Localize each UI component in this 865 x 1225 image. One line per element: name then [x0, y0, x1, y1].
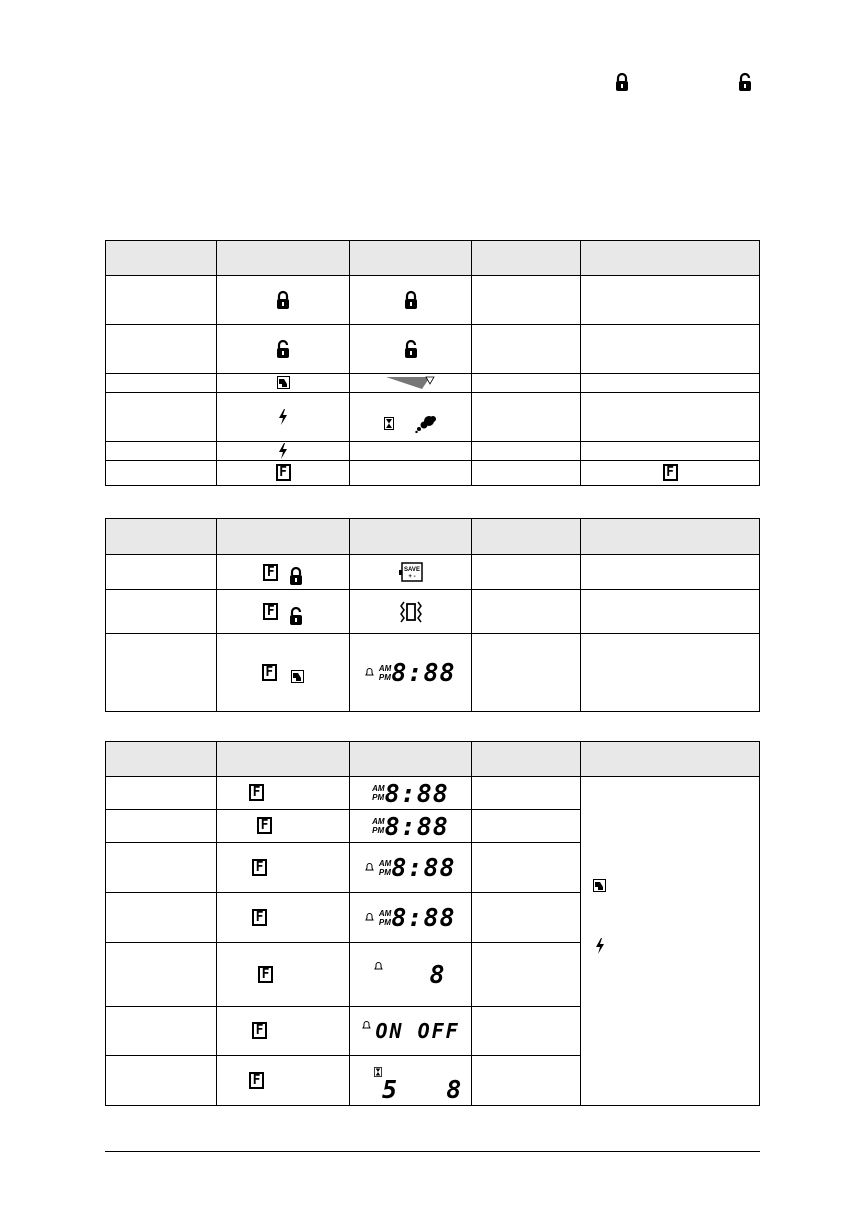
table-row: [106, 442, 760, 461]
am-pm-indicator: AM PM: [372, 784, 385, 802]
function-button-icon: F: [258, 966, 273, 983]
lock-icon: [276, 290, 290, 310]
unlock-icon: [289, 606, 303, 626]
table-row: [106, 777, 760, 810]
table-header-row: [106, 742, 760, 777]
table-header-row: [106, 519, 760, 555]
table-row: [106, 393, 760, 442]
hourglass-icon: [384, 417, 394, 430]
bell-icon: [365, 913, 374, 922]
function-button-icon: F: [249, 784, 264, 801]
table-row: [106, 325, 760, 374]
table-header-row: [106, 241, 760, 276]
function-button-icon: F: [262, 664, 277, 681]
function-button-icon: F: [252, 859, 267, 876]
panic-icon: [278, 409, 288, 425]
unlock-icon: [404, 339, 418, 359]
trunk-open-icon: [386, 376, 436, 390]
table-row: [106, 374, 760, 393]
table-row: [106, 555, 760, 590]
function-button-icon: F: [263, 564, 278, 581]
am-pm-indicator: AM PM: [378, 858, 392, 877]
trunk-icon: [593, 879, 606, 892]
panic-icon: [595, 938, 605, 954]
am-pm-indicator: AM PM: [378, 663, 392, 682]
unlock-icon: [276, 339, 290, 359]
on-off-display: ON OFF: [375, 1019, 460, 1043]
function-button-icon: F: [663, 464, 678, 481]
bell-icon: [365, 863, 374, 872]
battery-save-icon: [399, 562, 423, 582]
timer-display: 5 8: [382, 1075, 463, 1104]
save-label: SAVE: [403, 567, 420, 573]
function-button-icon: F: [252, 1022, 267, 1039]
hourglass-icon: [374, 1067, 382, 1077]
trunk-icon: [277, 376, 290, 389]
button-function-table: [105, 240, 760, 486]
table-row: [106, 590, 760, 634]
clock-display: 8:88: [391, 658, 456, 687]
bell-icon: [362, 1021, 371, 1030]
bell-icon: [374, 962, 383, 971]
vibrate-icon: [396, 599, 426, 625]
lock-icon: [615, 72, 629, 97]
table-row: [106, 461, 760, 486]
lock-icon: [289, 566, 303, 586]
exhaust-smoke-icon: [415, 415, 437, 433]
function-button-icon: F: [263, 603, 278, 620]
single-digit-display: 8: [429, 960, 446, 989]
function-combo-table: [105, 518, 760, 712]
clock-display: 8:88: [384, 811, 449, 841]
unlock-icon: [738, 72, 752, 97]
am-pm-indicator: AM PM: [372, 817, 385, 835]
table-row: [106, 276, 760, 325]
lock-icon: [404, 290, 418, 310]
save-sub-label: + -: [407, 574, 416, 580]
am-pm-indicator: AM PM: [378, 908, 392, 927]
clock-display: 8:88: [384, 778, 449, 808]
footer-rule: [105, 1151, 760, 1152]
function-button-icon: F: [257, 817, 272, 834]
function-button-icon: F: [252, 909, 267, 926]
function-button-icon: F: [249, 1072, 264, 1089]
trunk-icon: [291, 670, 304, 683]
clock-display: 8:88: [391, 903, 456, 932]
settings-table: [105, 741, 760, 1106]
panic-icon: [278, 443, 288, 459]
table-row: [106, 634, 760, 712]
bell-icon: [365, 668, 374, 677]
function-button-icon: F: [276, 464, 291, 481]
clock-display: 8:88: [391, 853, 456, 882]
